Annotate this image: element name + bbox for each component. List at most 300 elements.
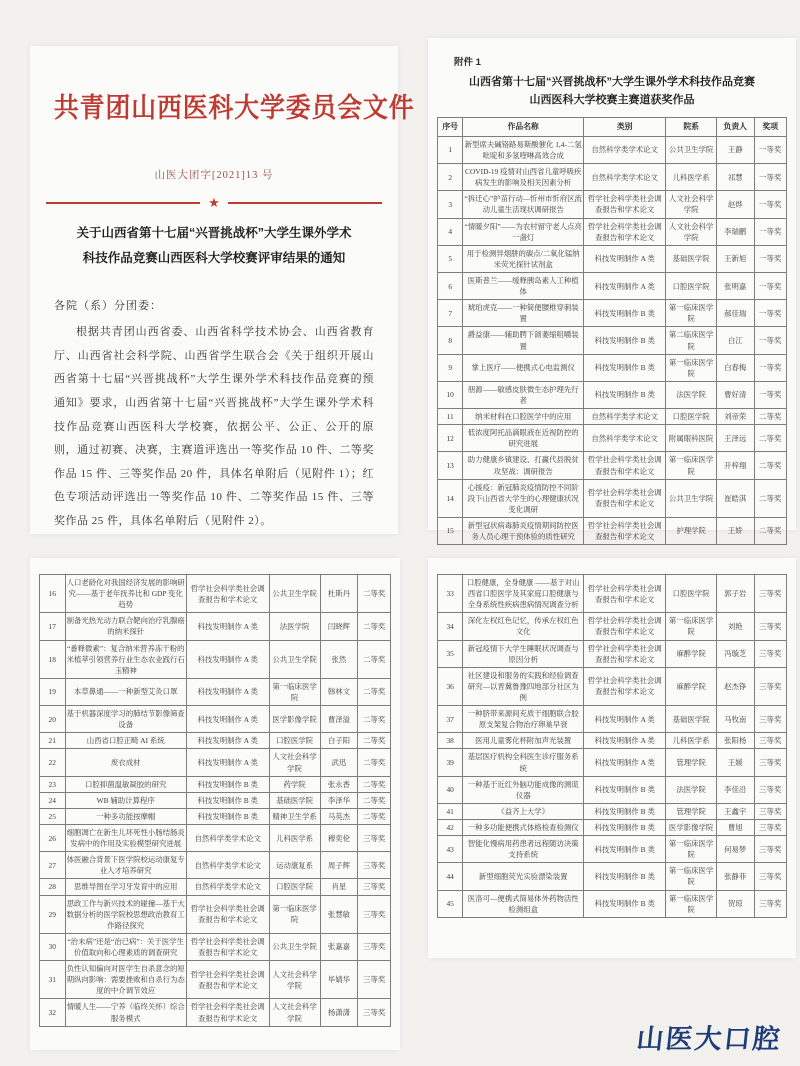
table-cell: 口腔医学院 (269, 879, 320, 895)
table-cell: 一种多功能按摩帽 (65, 808, 186, 824)
table-cell: 运动康复系 (269, 852, 320, 879)
table-cell: 1 (438, 136, 463, 163)
table-cell: 废衣成材 (65, 749, 186, 776)
table-cell: 一等奖 (754, 327, 787, 354)
table-row (40, 640, 391, 678)
table-cell: 医洛可—便携式简易体外药物活性检测组盒 (463, 890, 584, 917)
star-icon: ★ (208, 195, 220, 210)
table-cell: 哲学社会科学类社会调查报告和学术论文 (584, 667, 666, 705)
table-cell: 一等奖 (754, 136, 787, 163)
table-cell: 肖星 (320, 879, 358, 895)
table-cell: WB 辅助计算程序 (65, 792, 186, 808)
table-cell: 12 (438, 425, 463, 452)
awards-table-rows-1-15 (437, 117, 787, 545)
table-cell: 第二临床医学院 (666, 327, 717, 354)
table-cell: 科技发明制作 A 类 (186, 613, 269, 640)
table-cell: 三等奖 (754, 836, 787, 863)
table-cell: 基础医学院 (666, 706, 717, 733)
table-cell: 三等奖 (754, 640, 787, 667)
table-row (438, 706, 787, 733)
table-row (40, 852, 391, 879)
notice-title-line1: 关于山西省第十七届“兴晋挑战杯”大学生课外学术 (76, 226, 352, 240)
table-cell: 社区建设和服务的实践和经验调查研究—以晋冀鲁豫四地部分社区为例 (463, 667, 584, 705)
table-cell: 心援疫：新冠肺炎疫情防控不同阶段下山西省大学生的心理健康状况变化调研 (463, 479, 584, 517)
table-cell: 29 (40, 895, 66, 933)
table-cell: 毕婧华 (320, 961, 358, 999)
table-cell: 杜斯丹 (320, 575, 358, 613)
table-cell: 爵益康——辅助腭下颌萎缩咀嚼装置 (463, 327, 584, 354)
table-cell: 自然科学类学术论文 (584, 409, 666, 425)
table-cell: 本草鼻通——一种新型艾灸口罩 (65, 678, 186, 705)
table-cell: 26 (40, 824, 66, 851)
table-cell: 人文社会科学学院 (666, 191, 717, 218)
table-row (40, 895, 391, 933)
table-cell: 麻醉学院 (666, 640, 717, 667)
table-row (438, 191, 787, 218)
table-cell: 32 (40, 999, 66, 1026)
table-row (438, 452, 787, 479)
table-cell: 哲学社会科学类社会调查报告和学术论文 (186, 575, 269, 613)
table-row (40, 999, 391, 1026)
table-cell: 体医融合背景下医学院校运动康复专业人才培养研究 (65, 852, 186, 879)
awards-table-wrapper (437, 574, 787, 918)
awards-table-wrapper (437, 117, 787, 545)
table-row (438, 749, 787, 776)
red-divider (46, 196, 382, 209)
table-header-row (438, 118, 787, 137)
table-row (438, 836, 787, 863)
table-cell: 科技发明制作 B 类 (584, 381, 666, 408)
table-cell: 一种基于近红外脑功能成像的测谎仪器 (463, 776, 584, 803)
table-cell: 8 (438, 327, 463, 354)
table-cell: 贺琼 (716, 890, 754, 917)
table-cell: 科技发明制作 B 类 (584, 776, 666, 803)
table-cell: 儿科医学系 (666, 164, 717, 191)
table-cell: 白春梅 (716, 354, 754, 381)
table-cell: 公共卫生学院 (269, 640, 320, 678)
table-cell: 纳米材料在口腔医学中的应用 (463, 409, 584, 425)
table-cell: 儿科医学系 (269, 824, 320, 851)
table-cell: 口腔医学院 (666, 575, 717, 613)
awards-table-wrapper (39, 574, 391, 1027)
table-cell: 一等奖 (754, 164, 787, 191)
table-cell: 14 (438, 479, 463, 517)
table-cell: 新型席夫碱铬路易斯酸催化 1,4-二氢吡啶和多氢喹啉高效合成 (463, 136, 584, 163)
table-cell: 科技发明制作 B 类 (584, 836, 666, 863)
table-cell: 41 (438, 803, 463, 819)
table-cell: 35 (438, 640, 463, 667)
table-cell: 13 (438, 452, 463, 479)
table-row (438, 327, 787, 354)
attachment-label: 附件 1 (454, 57, 481, 68)
table-row (40, 749, 391, 776)
table-cell: 哲学社会科学类社会调查报告和学术论文 (186, 961, 269, 999)
table-cell: 公共卫生学院 (269, 575, 320, 613)
table-cell: 张静菲 (716, 863, 754, 890)
table-cell: 王泽远 (716, 425, 754, 452)
table-cell: 精神卫生学系 (269, 808, 320, 824)
table-cell: 科技发明制作 A 类 (186, 640, 269, 678)
table-cell: 法医学院 (666, 776, 717, 803)
table-cell: 法医学院 (666, 381, 717, 408)
table-cell: “治未病”还是“治已病”：关于医学生价值取向和心理素质的调查研究 (65, 933, 186, 960)
table-row (438, 613, 787, 640)
table-cell: 第一临床医学院 (666, 452, 717, 479)
table-cell: 一等奖 (754, 218, 787, 245)
table-row (40, 961, 391, 999)
table-cell: 朋源——敏感皮肤微生态护理先行者 (463, 381, 584, 408)
table-cell: 37 (438, 706, 463, 733)
table-row (438, 272, 787, 299)
table-cell: 马英杰 (320, 808, 358, 824)
table-cell: 39 (438, 749, 463, 776)
table-cell: 医学影像学院 (666, 819, 717, 835)
table-cell: 4 (438, 218, 463, 245)
table-cell: 医学影像学院 (269, 706, 320, 733)
table-cell: 韩林文 (320, 678, 358, 705)
table-cell: 27 (40, 852, 66, 879)
table-cell: 科技发明制作 B 类 (186, 792, 269, 808)
column-header: 序号 (438, 118, 463, 137)
table-cell: 42 (438, 819, 463, 835)
table-cell: 一等奖 (754, 300, 787, 327)
table-cell: “拆迁心”护苗行动—忻州市忻府区流动儿童生活现状调研报告 (463, 191, 584, 218)
table-cell: 周子辉 (320, 852, 358, 879)
table-cell: 22 (40, 749, 66, 776)
table-cell: 基于机器深度学习的肺结节影像筛查设备 (65, 706, 186, 733)
notice-title (50, 221, 378, 271)
table-cell: 杨潇潇 (320, 999, 358, 1026)
table-cell: 18 (40, 640, 66, 678)
column-header: 负责人 (716, 118, 754, 137)
table-cell: 三等奖 (754, 776, 787, 803)
table-cell: 王媛 (716, 749, 754, 776)
table-cell: 哲学社会科学类社会调查报告和学术论文 (584, 452, 666, 479)
table-cell: 郭子岩 (716, 575, 754, 613)
table-cell: 口腔医学院 (666, 272, 717, 299)
table-cell: 哲学社会科学类社会调查报告和学术论文 (584, 575, 666, 613)
table-cell: 细胞凋亡在新生儿坏死性小肠结肠炎发病中的作用及实验模型研究进展 (65, 824, 186, 851)
table-cell: “情暖夕阳”——为农村留守老人点亮一盏灯 (463, 218, 584, 245)
table-cell: 琥珀虎克——一种简便腰椎穿刺装置 (463, 300, 584, 327)
table-cell: 闫晓辉 (320, 613, 358, 640)
table-cell: 医斯普兰——缓释胰岛素人工种植体 (463, 272, 584, 299)
table-cell: 科技发明制作 A 类 (186, 678, 269, 705)
table-cell: 二等奖 (358, 776, 391, 792)
column-header: 院系 (666, 118, 717, 137)
table-cell: 白子阳 (320, 733, 358, 749)
table-cell: 人文社会科学学院 (269, 999, 320, 1026)
table-cell: 人口老龄化对我国经济发展的影响研究——基于老年抚养比和 GDP 变化趋势 (65, 575, 186, 613)
table-row (40, 733, 391, 749)
table-cell: 李瑞鹏 (716, 218, 754, 245)
table-row (40, 706, 391, 733)
table-cell: 二等奖 (358, 706, 391, 733)
column-header: 类别 (584, 118, 666, 137)
table-cell: 3 (438, 191, 463, 218)
table-cell: 智能化慢病用药患者远程随访决策支持系统 (463, 836, 584, 863)
table-cell: 43 (438, 836, 463, 863)
table-cell: 李泽华 (320, 792, 358, 808)
table-cell: 医用儿童雾化杯附加声光装置 (463, 733, 584, 749)
table-cell: 自然科学类学术论文 (584, 425, 666, 452)
table-cell: 三等奖 (754, 749, 787, 776)
table-row (438, 479, 787, 517)
table-row (438, 863, 787, 890)
table-cell: 三等奖 (754, 613, 787, 640)
table-cell: 刘艳 (716, 613, 754, 640)
table-cell: 第一临床医学院 (666, 836, 717, 863)
table-cell: 第一临床医学院 (666, 863, 717, 890)
table-cell: 第一临床医学院 (269, 678, 320, 705)
table-cell: 哲学社会科学类社会调查报告和学术论文 (584, 640, 666, 667)
table-row (438, 164, 787, 191)
table-row (438, 819, 787, 835)
table-cell: 三等奖 (754, 890, 787, 917)
table-cell: 张嘉嘉 (320, 933, 358, 960)
table-cell: 自然科学类学术论文 (186, 852, 269, 879)
table-cell: 哲学社会科学类社会调查报告和学术论文 (186, 999, 269, 1026)
table-cell: 张然 (320, 640, 358, 678)
attachment-title-line2: 山西医科大学校赛主赛道获奖作品 (529, 93, 695, 106)
table-cell: 自然科学类学术论文 (584, 164, 666, 191)
table-cell: 科技发明制作 A 类 (186, 733, 269, 749)
table-cell: 45 (438, 890, 463, 917)
table-cell: 新型冠状病毒肺炎疫情期间防控医务人员心理干预体验的质性研究 (463, 517, 584, 544)
table-cell: 10 (438, 381, 463, 408)
table-cell: 基础医学院 (666, 245, 717, 272)
table-cell: 赵杰铮 (716, 667, 754, 705)
table-cell: 思维导图在学习牙发育中的应用 (65, 879, 186, 895)
table-cell: 马牧南 (716, 706, 754, 733)
table-cell: 三等奖 (358, 879, 391, 895)
table-cell: 张明嘉 (716, 272, 754, 299)
table-cell: 19 (40, 678, 66, 705)
column-header: 奖项 (754, 118, 787, 137)
table-cell: 21 (40, 733, 66, 749)
table-cell: 25 (40, 808, 66, 824)
table-row (40, 613, 391, 640)
table-row (438, 890, 787, 917)
table-cell: 哲学社会科学类社会调查报告和学术论文 (186, 895, 269, 933)
table-cell: 二等奖 (358, 613, 391, 640)
table-row (438, 733, 787, 749)
table-row (438, 667, 787, 705)
attachment-page-2 (30, 558, 400, 1050)
table-cell: 崔皓淇 (716, 479, 754, 517)
table-cell: 自然科学类学术论文 (584, 136, 666, 163)
table-cell: 哲学社会科学类社会调查报告和学术论文 (584, 613, 666, 640)
table-cell: 三等奖 (754, 803, 787, 819)
table-cell: 科技发明制作 B 类 (584, 300, 666, 327)
table-cell: 冯璇芝 (716, 640, 754, 667)
table-cell: 武迅 (320, 749, 358, 776)
table-cell: 28 (40, 879, 66, 895)
table-cell: 第一临床医学院 (666, 354, 717, 381)
table-row (438, 517, 787, 544)
table-cell: 祁慧 (716, 164, 754, 191)
table-cell: 曹泽溢 (320, 706, 358, 733)
table-cell: 24 (40, 792, 66, 808)
table-cell: 护理学院 (666, 517, 717, 544)
table-cell: 情暖人生——宁养（临终关怀）综合服务模式 (65, 999, 186, 1026)
table-cell: 张慧敏 (320, 895, 358, 933)
table-cell: 二等奖 (358, 749, 391, 776)
table-cell: 20 (40, 706, 66, 733)
table-cell: 三等奖 (358, 895, 391, 933)
table-cell: 44 (438, 863, 463, 890)
table-row (40, 678, 391, 705)
table-cell: 三等奖 (358, 852, 391, 879)
table-cell: 管理学院 (666, 803, 717, 819)
table-cell: 口腔医学院 (666, 409, 717, 425)
divider-line-right (228, 202, 382, 204)
table-cell: “番释微素”：复合纳米营养冻干粉的米植萃引领营养行业生态农业践行石玉精神 (65, 640, 186, 678)
table-cell: 儿科医学系 (666, 733, 717, 749)
notice-page (30, 46, 415, 534)
table-cell: 第一临床医学院 (269, 895, 320, 933)
table-row (438, 425, 787, 452)
table-cell: 药学院 (269, 776, 320, 792)
table-cell: 公共卫生学院 (269, 933, 320, 960)
table-cell: 开梓翔 (716, 452, 754, 479)
table-cell: 一种多功能便携式体格检查检测仪 (463, 819, 584, 835)
table-cell: COVID-19 疫情对山西省儿童呼吸疾病发生的影响及相关因素分析 (463, 164, 584, 191)
table-cell: 新型细胞荧光实验漂染装置 (463, 863, 584, 890)
table-cell: 郝佳瑞 (716, 300, 754, 327)
table-cell: 麻醉学院 (666, 667, 717, 705)
table-cell: 二等奖 (358, 640, 391, 678)
table-cell: 口腔健康，全身健康 ——基于对山西省口腔医学及其家庭口腔健康与全身系统性疾病患病情况调查分析 (463, 575, 584, 613)
table-cell: 科技发明制作 B 类 (584, 819, 666, 835)
table-cell: 白江 (716, 327, 754, 354)
table-cell: 哲学社会科学类社会调查报告和学术论文 (584, 479, 666, 517)
table-cell: 口腔医学院 (269, 733, 320, 749)
table-cell: 王娇 (716, 517, 754, 544)
table-cell: 7 (438, 300, 463, 327)
divider-line-left (46, 202, 200, 204)
table-row (40, 776, 391, 792)
table-cell: 负性认知偏向对医学生自杀意念的短期纵向影响：需要挫败和自杀行为态度的中介调节效应 (65, 961, 186, 999)
table-cell: 公共卫生学院 (666, 136, 717, 163)
table-cell: 36 (438, 667, 463, 705)
table-row (40, 879, 391, 895)
table-cell: 16 (40, 575, 66, 613)
table-cell: 新冠疫情下大学生睡眠状况调查与原因分析 (463, 640, 584, 667)
table-cell: 二等奖 (358, 575, 391, 613)
table-row (438, 409, 787, 425)
table-cell: 张永香 (320, 776, 358, 792)
table-cell: 科技发明制作 A 类 (584, 272, 666, 299)
table-cell: 基层医疗机构全科医生诊疗服务系统 (463, 749, 584, 776)
table-cell: 科技发明制作 A 类 (584, 749, 666, 776)
table-cell: 口腔抑菌温敏凝胶的研究 (65, 776, 186, 792)
table-cell: 二等奖 (358, 733, 391, 749)
table-row (438, 640, 787, 667)
table-cell: 公共卫生学院 (666, 479, 717, 517)
table-cell: 低浓度阿托品滴眼液在近视防控的研究进展 (463, 425, 584, 452)
table-row (438, 776, 787, 803)
awards-table-rows-33-45 (437, 574, 787, 918)
table-cell: 二等奖 (358, 808, 391, 824)
table-cell: 二等奖 (754, 452, 787, 479)
table-cell: 制备光热光动力联合靶向治疗乳腺癌的纳米探针 (65, 613, 186, 640)
table-cell: 第一临床医学院 (666, 613, 717, 640)
table-cell: 科技发明制作 B 类 (186, 776, 269, 792)
table-cell: 穆奕伦 (320, 824, 358, 851)
table-cell: 二等奖 (754, 425, 787, 452)
table-row (40, 824, 391, 851)
table-cell: 一等奖 (754, 245, 787, 272)
table-cell: 科技发明制作 A 类 (584, 706, 666, 733)
table-cell: 三等奖 (754, 733, 787, 749)
table-row (438, 575, 787, 613)
table-cell: 三等奖 (358, 933, 391, 960)
table-cell: 一等奖 (754, 191, 787, 218)
table-cell: 三等奖 (358, 961, 391, 999)
table-cell: 2 (438, 164, 463, 191)
table-row (40, 808, 391, 824)
table-row (438, 218, 787, 245)
attachment-page-3 (428, 558, 796, 958)
table-cell: 法医学院 (269, 613, 320, 640)
table-row (438, 245, 787, 272)
table-cell: 科技发明制作 B 类 (584, 890, 666, 917)
table-cell: 哲学社会科学类社会调查报告和学术论文 (584, 517, 666, 544)
table-cell: 人文社会科学学院 (666, 218, 717, 245)
table-cell: 三等奖 (754, 575, 787, 613)
table-cell: 王鑫宇 (716, 803, 754, 819)
table-cell: 自然科学类学术论文 (186, 824, 269, 851)
table-cell: 附属眼科医院 (666, 425, 717, 452)
table-cell: 科技发明制作 B 类 (584, 327, 666, 354)
table-cell: 科技发明制作 B 类 (186, 808, 269, 824)
table-cell: 科技发明制作 B 类 (584, 863, 666, 890)
hospital-logo: 山医大口腔 (635, 1024, 784, 1054)
table-cell: 二等奖 (754, 479, 787, 517)
table-cell: 科技发明制作 B 类 (584, 803, 666, 819)
table-row (438, 803, 787, 819)
column-header: 作品名称 (463, 118, 584, 137)
table-cell: 掌上医疗——便携式心电监测仪 (463, 354, 584, 381)
table-row (438, 354, 787, 381)
table-row (40, 933, 391, 960)
table-cell: 科技发明制作 A 类 (186, 749, 269, 776)
table-cell: 王新旭 (716, 245, 754, 272)
table-cell: 33 (438, 575, 463, 613)
table-cell: 助力健康乡镇建设、打赢代县脱贫攻坚战：调研报告 (463, 452, 584, 479)
table-cell: 31 (40, 961, 66, 999)
table-cell: 赵烨 (716, 191, 754, 218)
table-cell: 科技发明制作 A 类 (584, 245, 666, 272)
table-cell: 人文社会科学学院 (269, 749, 320, 776)
table-cell: 二等奖 (754, 409, 787, 425)
table-cell: 一等奖 (754, 354, 787, 381)
table-cell: 第一临床医学院 (666, 890, 717, 917)
table-cell: 一等奖 (754, 272, 787, 299)
table-cell: 刘帝荣 (716, 409, 754, 425)
table-cell: 三等奖 (754, 706, 787, 733)
attachment-page-1 (428, 38, 796, 542)
table-cell: 15 (438, 517, 463, 544)
document-number: 山医大团字[2021]13 号 (154, 170, 274, 181)
table-cell: 科技发明制作 B 类 (584, 354, 666, 381)
table-cell: 40 (438, 776, 463, 803)
awards-table-rows-16-32 (39, 574, 391, 1027)
table-cell: 11 (438, 409, 463, 425)
table-cell: 一种脐带来源间充质干细胞联合胶原支架复合物治疗卵巢早衰 (463, 706, 584, 733)
table-cell: 深化左权红色记忆，传承左权红色文化 (463, 613, 584, 640)
